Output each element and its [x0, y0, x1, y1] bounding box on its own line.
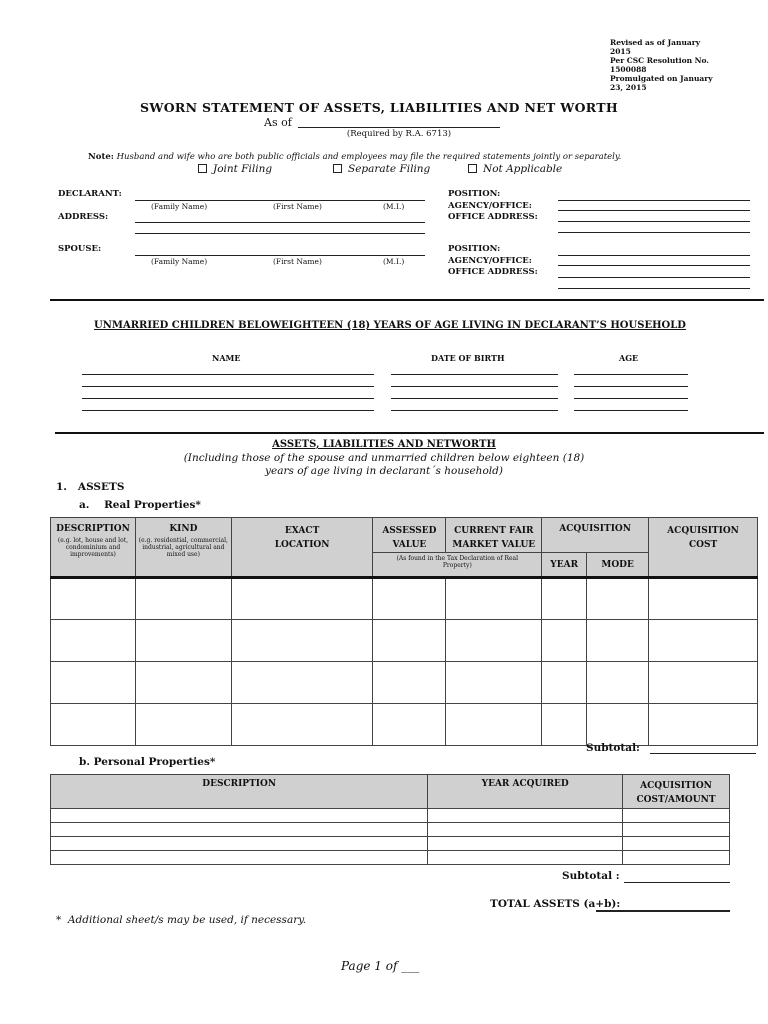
personal-properties-heading: b. Personal Properties* [79, 756, 216, 768]
col-kind-label: KIND [169, 524, 198, 534]
revision-line: Per CSC Resolution No. [610, 56, 709, 65]
filing-option-not-applicable[interactable] [468, 163, 562, 175]
personal-subtotal-label: Subtotal : [562, 870, 620, 882]
col-location-label: LOCATION [274, 540, 330, 550]
note-label: Note: [88, 152, 114, 162]
table-cell[interactable] [428, 823, 623, 837]
col-personal-acq-cost-label-2: COST/AMOUNT [636, 795, 716, 805]
col-personal-acq-cost-label-1: ACQUISITION [640, 781, 712, 791]
real-subtotal-field[interactable] [650, 753, 756, 754]
mi-caption: (M.I.) [383, 202, 405, 211]
table-row [51, 578, 758, 620]
address-field[interactable] [135, 222, 425, 223]
section-divider [55, 432, 764, 434]
col-acq-cost-label-1: ACQUISITION [667, 526, 739, 536]
child-age-field[interactable] [574, 410, 688, 411]
table-cell[interactable] [587, 704, 649, 746]
family-name-caption: (Family Name) [151, 202, 208, 211]
additional-sheets-note: * Additional sheet/s may be used, if necessary. [56, 914, 307, 926]
table-cell[interactable] [231, 620, 373, 662]
col-mode [587, 553, 649, 578]
real-properties-table [50, 517, 758, 746]
col-kind [135, 518, 231, 578]
table-cell[interactable] [623, 823, 730, 837]
declarant-label: DECLARANT: [58, 189, 122, 199]
child-name-field[interactable] [82, 374, 374, 375]
col-year-acquired-label: YEAR ACQUIRED [481, 779, 569, 789]
table-cell[interactable] [231, 662, 373, 704]
table-cell[interactable] [231, 578, 373, 620]
table-cell[interactable] [649, 578, 758, 620]
col-mode-label: MODE [601, 559, 634, 570]
table-cell[interactable] [623, 851, 730, 865]
as-of-field[interactable] [298, 127, 500, 128]
col-year-label: YEAR [550, 559, 579, 570]
agency-label: AGENCY/OFFICE: [448, 201, 532, 211]
child-dob-field[interactable] [391, 410, 558, 411]
col-assessed-label: ASSESSED [382, 526, 437, 536]
separate-filing-label: Separate Filing [348, 163, 431, 175]
revision-line: Revised as of January [610, 38, 701, 47]
child-age-field[interactable] [574, 398, 688, 399]
col-exact-label: EXACT [284, 526, 320, 536]
table-cell[interactable] [373, 704, 446, 746]
table-row [51, 851, 730, 865]
table-cell[interactable] [542, 704, 587, 746]
revision-note [610, 38, 740, 92]
col-exact-location [231, 518, 373, 578]
position-label: POSITION: [448, 189, 501, 199]
table-cell[interactable] [446, 578, 542, 620]
table-cell[interactable] [51, 578, 136, 620]
assets-subtitle-2: years of age living in declarant´s household) [265, 465, 503, 477]
child-name-field[interactable] [82, 398, 374, 399]
filing-option-joint[interactable] [198, 163, 272, 175]
table-cell[interactable] [649, 620, 758, 662]
col-description-note: (e.g. lot, house and lot, condominium and improvements) [57, 537, 129, 558]
revision-line: 23, 2015 [610, 83, 647, 92]
not-applicable-label: Not Applicable [483, 163, 563, 175]
joint-filing-label: Joint Filing [213, 163, 273, 175]
position-field[interactable] [558, 200, 750, 201]
note-body: Husband and wife who are both public officials and employees may file the required statements jointly or separately. [116, 152, 622, 162]
page-title: SWORN STATEMENT OF ASSETS, LIABILITIES AND NET WORTH [140, 100, 618, 115]
table-row [51, 662, 758, 704]
children-title: UNMARRIED CHILDREN BELOWEIGHTEEN (18) YEARS OF AGE LIVING IN DECLARANT’S HOUSEHOLD [94, 320, 686, 331]
table-row [51, 823, 730, 837]
spouse-position-field[interactable] [558, 255, 750, 256]
spouse-office-address-field-2[interactable] [558, 288, 750, 289]
checkbox-icon[interactable] [468, 164, 477, 173]
table-cell[interactable] [135, 704, 231, 746]
personal-subtotal-field[interactable] [624, 882, 730, 883]
total-assets-label: TOTAL ASSETS (a+b): [490, 898, 621, 910]
total-assets-field[interactable] [596, 910, 730, 912]
tax-declaration-note-text: (As found in the Tax Declaration of Real Property) [396, 555, 519, 569]
assets-section-title: ASSETS, LIABILITIES AND NETWORTH [272, 439, 496, 450]
children-col-age: AGE [619, 353, 639, 363]
mi-caption: (M.I.) [383, 257, 405, 266]
table-cell[interactable] [135, 578, 231, 620]
table-cell[interactable] [428, 809, 623, 823]
child-name-field[interactable] [82, 410, 374, 411]
table-cell[interactable] [51, 837, 428, 851]
table-cell[interactable] [135, 662, 231, 704]
checkbox-icon[interactable] [198, 164, 207, 173]
table-cell[interactable] [623, 837, 730, 851]
spouse-office-address-field[interactable] [558, 277, 750, 278]
table-cell[interactable] [51, 662, 136, 704]
spouse-office-address-label: OFFICE ADDRESS: [448, 267, 538, 277]
spouse-name-field[interactable] [135, 255, 425, 256]
personal-properties-table [50, 774, 730, 865]
child-age-field[interactable] [574, 374, 688, 375]
col-year-acquired [428, 775, 623, 809]
table-cell[interactable] [587, 662, 649, 704]
office-address-field-2[interactable] [558, 232, 750, 233]
address-label: ADDRESS: [58, 212, 109, 222]
assets-subtitle-1: (Including those of the spouse and unmarried children below eighteen (18) [183, 452, 585, 464]
spouse-label: SPOUSE: [58, 244, 102, 254]
table-cell[interactable] [587, 578, 649, 620]
table-cell[interactable] [446, 620, 542, 662]
child-dob-field[interactable] [391, 398, 558, 399]
section-divider [50, 299, 764, 301]
table-cell[interactable] [373, 578, 446, 620]
table-cell[interactable] [373, 620, 446, 662]
col-acquisition-cost [649, 518, 758, 578]
table-cell[interactable] [51, 809, 428, 823]
agency-field[interactable] [558, 210, 750, 211]
table-cell[interactable] [373, 662, 446, 704]
table-cell[interactable] [428, 851, 623, 865]
col-acquisition [542, 518, 649, 553]
required-by-text: (Required by R.A. 6713) [346, 129, 452, 139]
first-name-caption: (First Name) [273, 257, 322, 266]
table-cell[interactable] [587, 620, 649, 662]
table-cell[interactable] [446, 704, 542, 746]
table-cell[interactable] [542, 662, 587, 704]
col-personal-acq-cost [623, 775, 730, 809]
table-cell[interactable] [446, 662, 542, 704]
checkbox-icon[interactable] [333, 164, 342, 173]
family-name-caption: (Family Name) [151, 257, 208, 266]
table-row [51, 620, 758, 662]
table-cell[interactable] [51, 704, 136, 746]
table-row [51, 809, 730, 823]
children-col-dob: DATE OF BIRTH [431, 353, 505, 363]
col-acq-cost-label-2: COST [688, 540, 718, 550]
col-personal-description-label: DESCRIPTION [202, 779, 277, 789]
table-row [51, 837, 730, 851]
spouse-agency-label: AGENCY/OFFICE: [448, 256, 532, 266]
note-text [88, 152, 621, 162]
page-number: Page 1 of ___ [341, 959, 420, 973]
col-fair-market-label-1: CURRENT FAIR [454, 526, 534, 536]
table-cell[interactable] [51, 851, 428, 865]
real-subtotal-label: Subtotal: [586, 742, 640, 754]
child-age-field[interactable] [574, 386, 688, 387]
declarant-name-field[interactable] [135, 200, 425, 201]
address-field-2[interactable] [135, 233, 425, 234]
children-col-name: NAME [212, 353, 241, 363]
col-value-label: VALUE [392, 540, 427, 550]
table-cell[interactable] [51, 620, 136, 662]
revision-line: 2015 [610, 47, 631, 56]
col-year [542, 553, 587, 578]
child-dob-field[interactable] [391, 386, 558, 387]
col-fair-market-label-2: MARKET VALUE [452, 540, 536, 550]
col-acquisition-label: ACQUISITION [559, 524, 631, 534]
table-cell[interactable] [542, 620, 587, 662]
col-description-label: DESCRIPTION [56, 524, 130, 534]
table-cell[interactable] [135, 620, 231, 662]
tax-declaration-note [373, 553, 542, 578]
table-cell[interactable] [51, 823, 428, 837]
spouse-position-label: POSITION: [448, 244, 501, 254]
real-properties-heading: a. Real Properties* [79, 499, 201, 511]
first-name-caption: (First Name) [273, 202, 322, 211]
col-kind-note: (e.g. residential, commercial, industrial, agricultural and mixed use) [138, 537, 228, 558]
revision-line: Promulgated on January [610, 74, 713, 83]
child-dob-field[interactable] [391, 374, 558, 375]
child-name-field[interactable] [82, 386, 374, 387]
table-cell[interactable] [623, 809, 730, 823]
col-description [51, 518, 136, 578]
table-cell[interactable] [649, 704, 758, 746]
table-cell[interactable] [542, 578, 587, 620]
as-of-label: As of [264, 116, 292, 129]
col-assessed-value [373, 518, 446, 553]
col-fair-market-value [446, 518, 542, 553]
office-address-label: OFFICE ADDRESS: [448, 212, 538, 222]
col-personal-description [51, 775, 428, 809]
spouse-agency-field[interactable] [558, 265, 750, 266]
office-address-field[interactable] [558, 221, 750, 222]
table-cell[interactable] [428, 837, 623, 851]
table-row [51, 704, 758, 746]
filing-option-separate[interactable] [333, 163, 430, 175]
assets-heading: 1. ASSETS [56, 481, 125, 493]
table-cell[interactable] [649, 662, 758, 704]
table-cell[interactable] [231, 704, 373, 746]
revision-line: 1500088 [610, 65, 647, 74]
